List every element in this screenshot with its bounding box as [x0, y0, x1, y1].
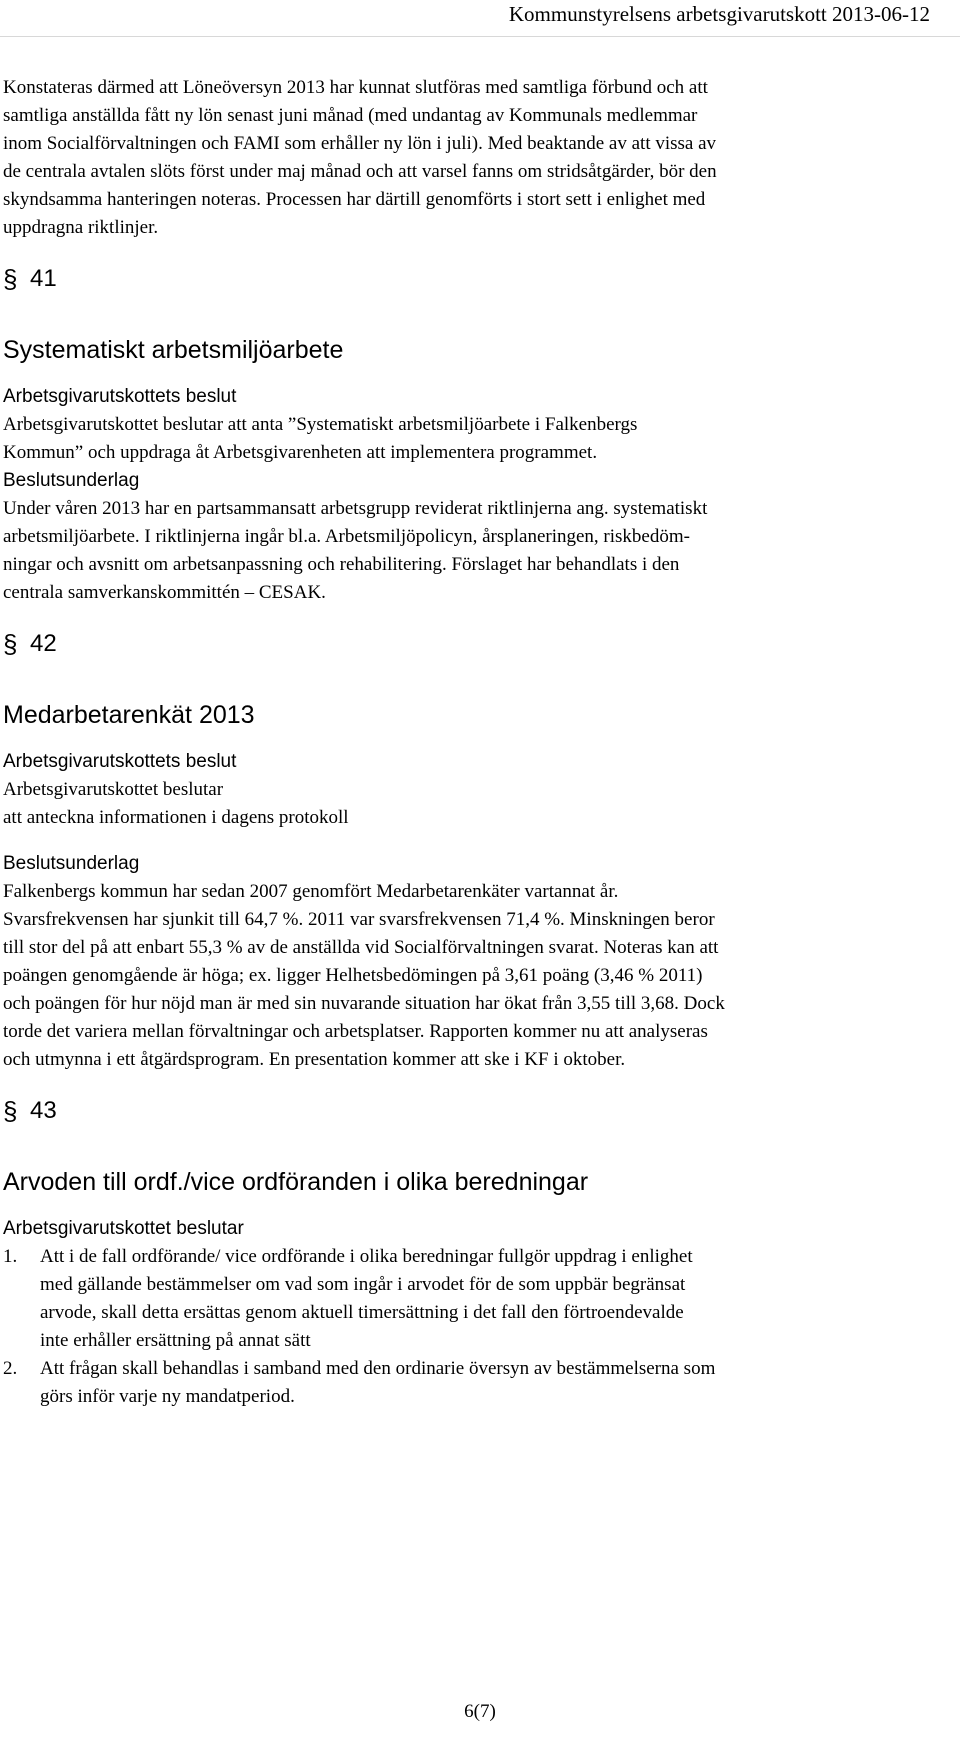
text-line: Kommun” och uppdraga åt Arbetsgivarenheten att implementera programmet. [3, 442, 598, 463]
text-line: Svarsfrekvensen har sjunkit till 64,7 %. 2011 var svarsfrekvensen 71,4 %. Minskningen beror [3, 909, 715, 930]
section-43-heading [3, 1096, 958, 1126]
section-sign: § [3, 1096, 18, 1126]
decision-list [3, 1243, 958, 1411]
section-41-heading [3, 264, 958, 294]
section-sign: § [3, 264, 18, 294]
text-line: centrala samverkanskommittén – CESAK. [3, 582, 326, 603]
list-item-text [40, 1355, 715, 1411]
list-number: 2. [3, 1358, 18, 1379]
basis-heading: Beslutsunderlag [3, 853, 140, 874]
text-line: Arbetsgivarutskottet beslutar [3, 779, 224, 800]
text-line: torde det variera mellan förvaltningar och arbetsplatser. Rapporten kommer nu att analyseras [3, 1021, 708, 1042]
text-line: med gällande bestämmelser om vad som ingår i arvodet för de som uppbär begränsat [40, 1274, 686, 1295]
section-43-title: Arvoden till ordf./vice ordföranden i olika beredningar [3, 1168, 589, 1196]
section-number: 42 [30, 630, 57, 657]
text-line: att anteckna informationen i dagens protokoll [3, 807, 349, 828]
text-line: inte erhåller ersättning på annat sätt [40, 1330, 311, 1351]
text-line: Att i de fall ordförande/ vice ordförande i olika beredningar fullgör uppdrag i enlighet [40, 1246, 693, 1267]
section-number: 43 [30, 1097, 57, 1124]
basis-heading: Beslutsunderlag [3, 470, 140, 491]
text-line: ningar och avsnitt om arbetsanpassning och rehabilitering. Förslaget har behandlats i den [3, 554, 680, 575]
text-line: Under våren 2013 har en partsammansatt arbetsgrupp reviderat riktlinjerna ang. systematiskt [3, 498, 708, 519]
section-42-title: Medarbetarenkät 2013 [3, 701, 255, 729]
text-line: arbetsmiljöarbete. I riktlinjerna ingår bl.a. Arbetsmiljöpolicyn, årsplaneringen, riskbedöm- [3, 526, 690, 547]
text-line: Falkenbergs kommun har sedan 2007 genomfört Medarbetarenkäter vartannat år. [3, 881, 619, 902]
text-line: de centrala avtalen slöts först under maj månad och att varsel fanns om stridsåtgärder, bör den [3, 161, 717, 182]
text-line: uppdragna riktlinjer. [3, 217, 159, 238]
text-line: samtliga anställda fått ny lön senast juni månad (med undantag av Kommunals medlemmar [3, 105, 698, 126]
document-body [3, 74, 958, 1411]
list-item [3, 1355, 958, 1411]
intro-paragraph [3, 74, 958, 242]
page-header: Kommunstyrelsens arbetsgivarutskott 2013-06-12 [508, 2, 930, 26]
spacer [3, 832, 958, 850]
text-line: Arbetsgivarutskottet beslutar att anta ”Systematiskt arbetsmiljöarbete i Falkenbergs [3, 414, 638, 435]
text-line: och utmynna i ett åtgärdsprogram. En presentation kommer att ske i KF i oktober. [3, 1049, 626, 1070]
text-line: skyndsamma hanteringen noteras. Processen har därtill genomförts i stort sett i enlighet med [3, 189, 706, 210]
list-item-text [40, 1243, 693, 1355]
text-line: görs inför varje ny mandatperiod. [40, 1386, 295, 1407]
text-line: inom Socialförvaltningen och FAMI som erhåller ny lön i juli). Med beaktande av att vissa av [3, 133, 717, 154]
header-divider [0, 36, 960, 37]
section-number: 41 [30, 265, 57, 292]
decision-heading: Arbetsgivarutskottets beslut [3, 386, 237, 407]
text-line: Att frågan skall behandlas i samband med den ordinarie översyn av bestämmelserna som [40, 1358, 716, 1379]
text-line: poängen genomgående är höga; ex. ligger Helhetsbedömingen på 3,61 poäng (3,46 % 2011) [3, 965, 703, 986]
page-number: 6(7) [464, 1701, 496, 1722]
section-sign: § [3, 629, 18, 659]
list-item [3, 1243, 958, 1355]
section-42-heading [3, 629, 958, 659]
text-line: och poängen för hur nöjd man är med sin nuvarande situation har ökat från 3,55 till 3,68. Dock [3, 993, 725, 1014]
decision-heading: Arbetsgivarutskottet beslutar [3, 1218, 244, 1239]
section-41-title: Systematiskt arbetsmiljöarbete [3, 336, 344, 364]
list-number: 1. [3, 1246, 18, 1267]
decision-heading: Arbetsgivarutskottets beslut [3, 751, 237, 772]
text-line: Konstateras därmed att Löneöversyn 2013 har kunnat slutföras med samtliga förbund och att [3, 77, 708, 98]
text-line: till stor del på att enbart 55,3 % av de anställda vid Socialförvaltningen svarat. Noteras kan att [3, 937, 719, 958]
text-line: arvode, skall detta ersättas genom aktuell timersättning i det fall den förtroendevalde [40, 1302, 684, 1323]
